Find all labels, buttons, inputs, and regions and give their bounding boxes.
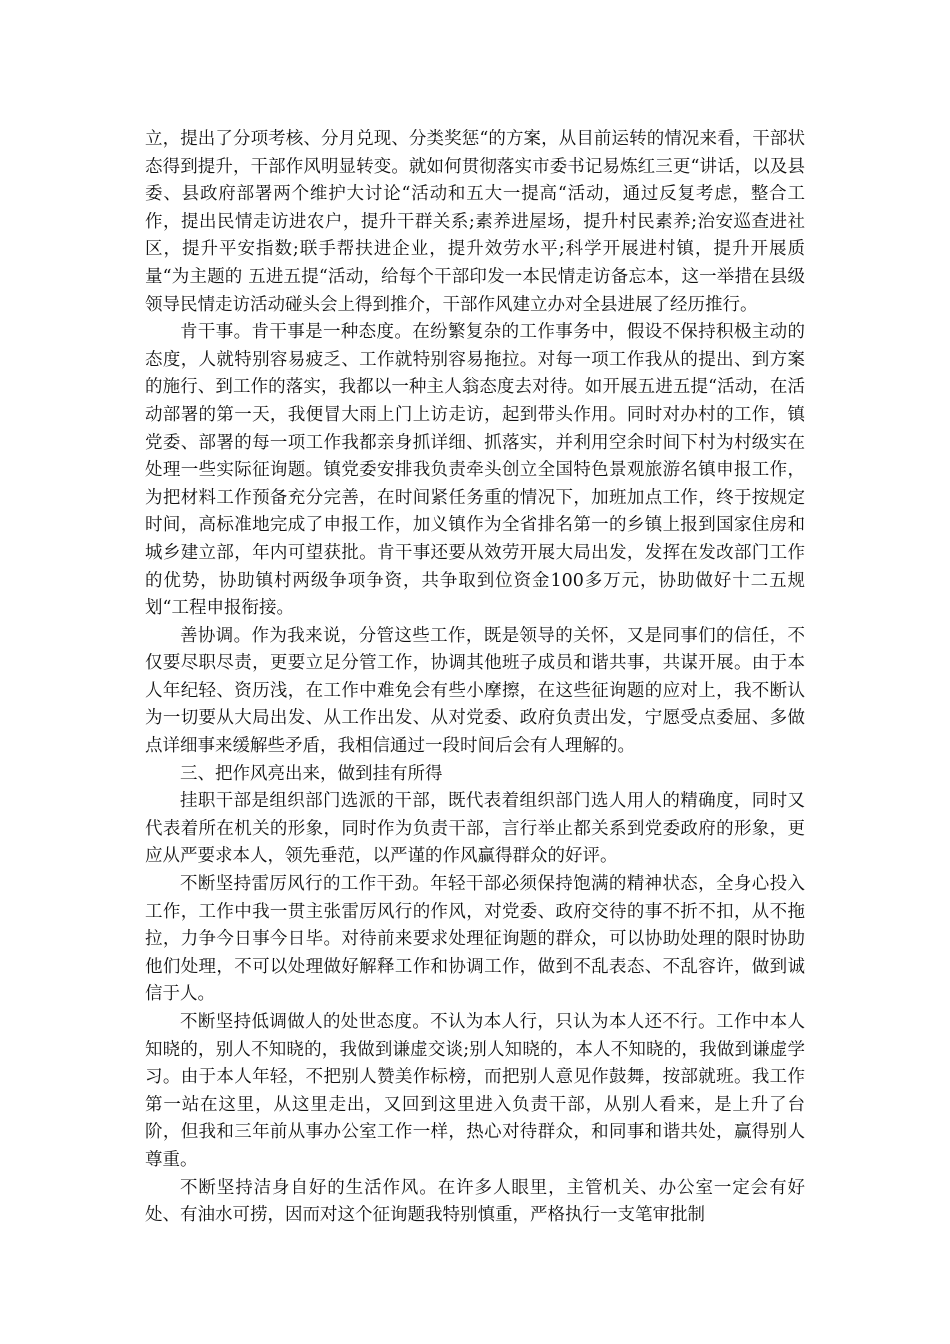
paragraph-continued: 立，提出了分项考核、分月兑现、分类奖惩“的方案，从目前运转的情况来看，干部状态得到提升，干部作风明显转变。就如何贯彻落实市委书记易炼红三更“讲话，以及县委、县政府部署两个维护大讨论“活动和五大一提高“活动，通过反复考虑，整合工作，提出民情走访进农户，提升干群关系;素养进屋场，提升村民素养;治安巡查进社区，提升平安指数;联手帮扶进企业，提升效劳水平;科学开展进村镇，提升开展质量“为主题的 五进五提“活动，给每个干部印发一本民情走访备忘本，这一举措在县级领导民情走访活动碰头会上得到推介，干部作风建立办对全县进展了经历推行。	[145, 129, 805, 315]
document-page	[145, 126, 805, 1230]
paragraph-lei-li-feng-xing: 不断坚持雷厉风行的工作干劲。年轻干部必须保持饱满的精神状态，全身心投入工作，工作中我一贯主张雷厉风行的作风，对党委、政府交待的事不折不扣，从不拖拉，力争今日事今日毕。对待前来要求处理征询题的群众，可以协助处理的限时协助他们处理，不可以处理做好解释工作和协调工作，做到不乱表态、不乱容许，做到诚信于人。	[145, 874, 805, 1005]
paragraph-gua-zhi-gan-bu: 挂职干部是组织部门选派的干部，既代表着组织部门选人用人的精确度，同时又代表着所在机关的形象，同时作为负责干部，言行举止都关系到党委政府的形象，更应从严要求本人，领先垂范，以严谨的作风赢得群众的好评。	[145, 791, 805, 867]
paragraph-di-diao-zuo-ren: 不断坚持低调做人的处世态度。不认为本人行，只认为本人还不行。工作中本人知晓的，别人不知晓的，我做到谦虚交谈;别人知晓的，本人不知晓的，我做到谦虚学习。由于本人年轻，不把别人赞美作标榜，而把别人意见作鼓舞，按部就班。我工作第一站在这里，从这里走出，又回到这里进入负责干部，从别人看来，是上升了台阶，但我和三年前从事办公室工作一样，热心对待群众，和同事和谐共处，赢得别人尊重。	[145, 1012, 805, 1170]
section-heading-3: 三、把作风亮出来，做到挂有所得	[180, 763, 443, 784]
paragraph-shan-xie-tiao: 善协调。作为我来说，分管这些工作，既是领导的关怀，又是同事们的信任，不仅要尽职尽责，更要立足分管工作，协调其他班子成员和谐共事，共谋开展。由于本人年纪轻、资历浅，在工作中难免会有些小摩擦，在这些征询题的应对上，我不断认为一切要从大局出发、从工作出发、从对党委、政府负责出发，宁愿受点委屈、多做点详细事来缓解些矛盾，我相信通过一段时间后会有人理解的。	[145, 625, 805, 757]
paragraph-ken-gan-shi: 肯干事。肯干事是一种态度。在纷繁复杂的工作事务中，假设不保持积极主动的态度，人就特别容易疲乏、工作就特别容易拖拉。对每一项工作我从的提出、到方案的施行、到工作的落实，我都以一种主人翁态度去对待。如开展五进五提“活动，在活动部署的第一天，我便冒大雨上门上访走访，起到带头作用。同时对办村的工作，镇党委、部署的每一项工作我都亲身抓详细、抓落实，并利用空余时间下村为村级实在处理一些实际征询题。镇党委安排我负责牵头创立全国特色景观旅游名镇申报工作，为把材料工作预备充分完善，在时间紧任务重的情况下，加班加点工作，终于按规定时间，高标准地完成了申报工作，加义镇作为全省排名第一的乡镇上报到国家住房和城乡建立部，年内可望获批。肯干事还要从效劳开展大局出发，发挥在发改部门工作的优势，协助镇村两级争项争资，共争取到位资金100多万元，协助做好十二五规划“工程申报衔接。	[145, 322, 805, 619]
paragraph-jie-shen-zi-hao: 不断坚持洁身自好的生活作风。在许多人眼里，主管机关、办公室一定会有好处、有油水可捞，因而对这个征询题我特别慎重，严格执行一支笔审批制	[145, 1177, 805, 1226]
